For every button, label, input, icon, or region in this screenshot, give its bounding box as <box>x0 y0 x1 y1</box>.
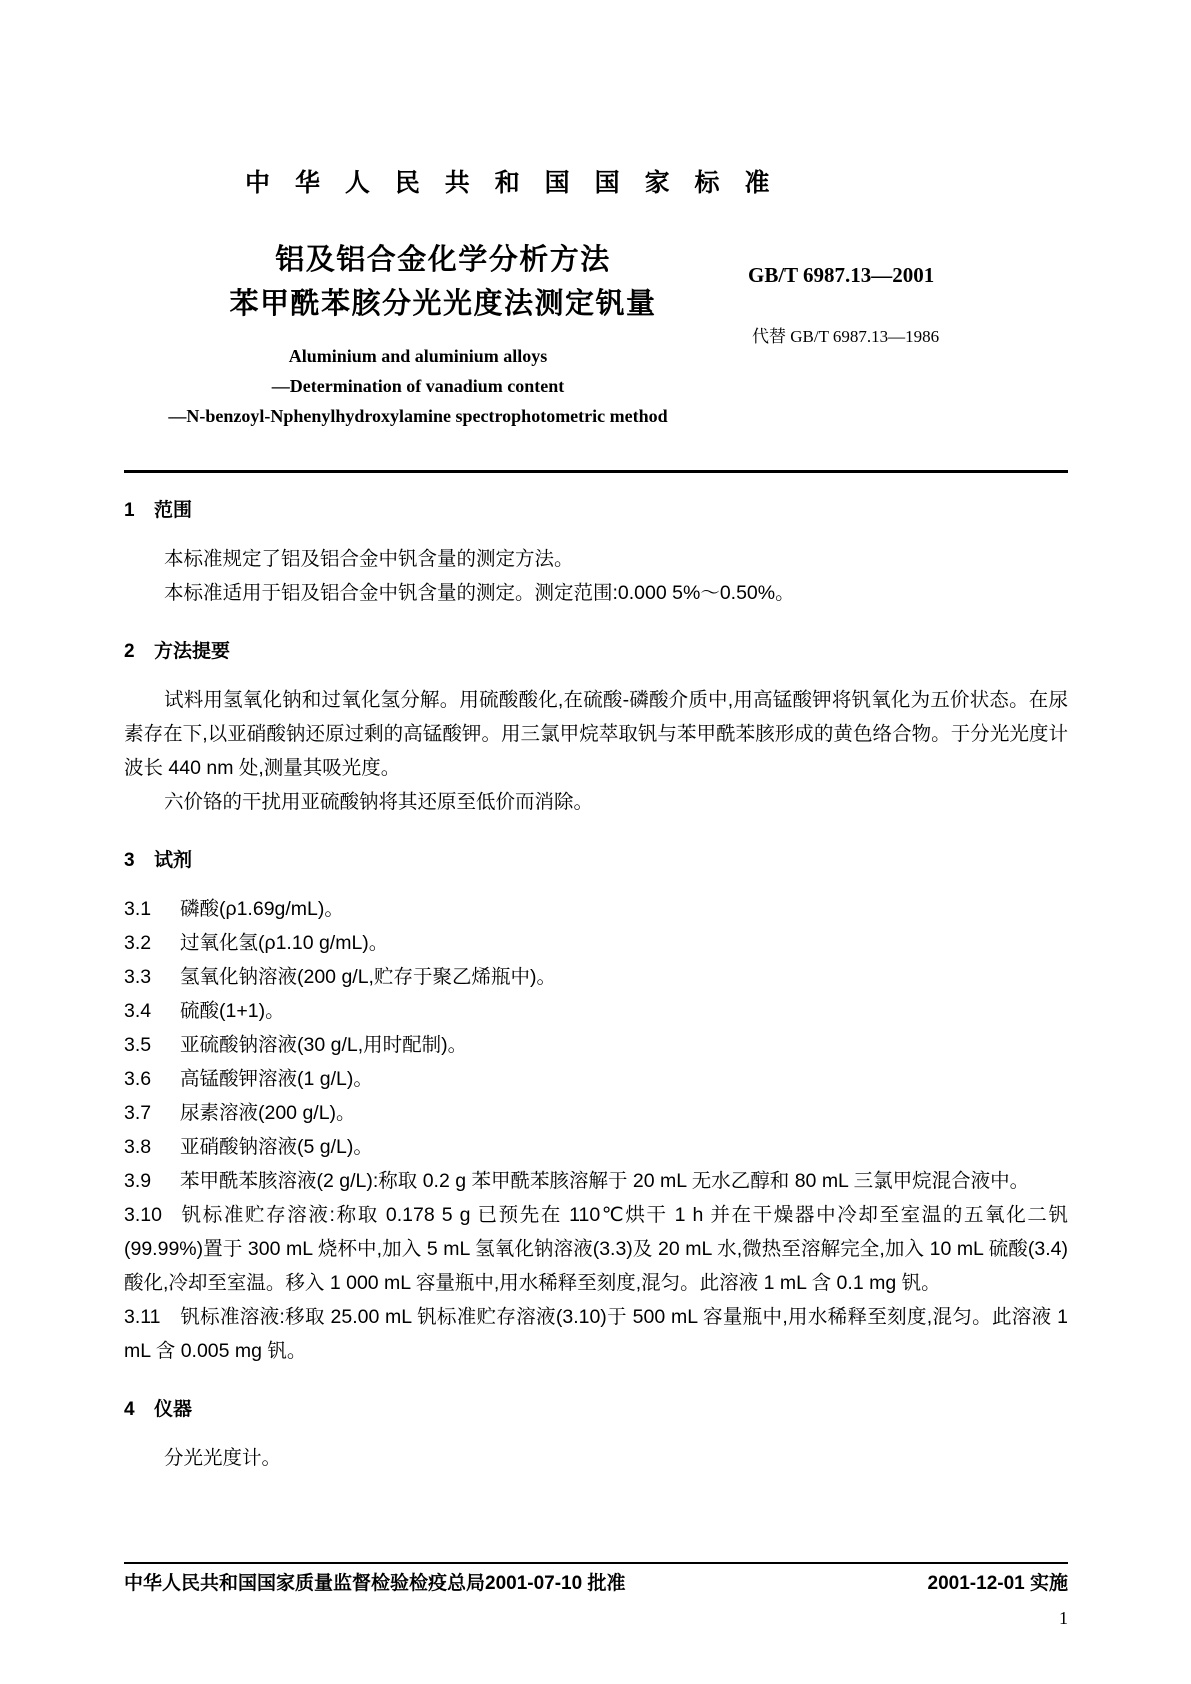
section-1-number: 1 <box>124 500 135 521</box>
reagent-item-number: 3.3 <box>124 966 152 988</box>
section-4-title: 仪器 <box>154 1399 193 1420</box>
section-4-paragraph-1: 分光光度计。 <box>164 1447 282 1469</box>
standard-code: GB/T 6987.13—2001 <box>748 263 935 287</box>
section-2-title: 方法提要 <box>154 641 231 662</box>
section-3-title: 试剂 <box>154 850 193 871</box>
reagent-item <box>124 994 1068 1028</box>
section-1-paragraph-2: 本标准适用于铝及铝合金中钒含量的测定。测定范围:0.000 5%～0.50%。 <box>164 582 795 604</box>
reagent-item-number: 3.1 <box>124 898 152 920</box>
reagent-item-number: 3.8 <box>124 1136 152 1158</box>
reagent-item-number: 3.9 <box>124 1170 152 1192</box>
header-divider-rule <box>124 470 1068 473</box>
english-title-block <box>118 341 718 431</box>
reagent-item-text: 过氧化氢(ρ1.10 g/mL)。 <box>180 932 389 954</box>
reagent-item-number: 3.10 <box>124 1204 162 1226</box>
reagent-item-text: 尿素溶液(200 g/L)。 <box>180 1102 356 1124</box>
reagent-item <box>124 1164 1068 1198</box>
section-4 <box>0 1394 1191 1475</box>
reagent-item-number: 3.4 <box>124 1000 152 1022</box>
reagent-item <box>124 1198 1068 1300</box>
reagent-item-number: 3.6 <box>124 1068 152 1090</box>
section-4-number: 4 <box>124 1399 135 1420</box>
section-2 <box>0 636 1191 819</box>
page-footer <box>124 1568 1068 1595</box>
reagent-item <box>124 892 1068 926</box>
reagent-item <box>124 1062 1068 1096</box>
reagent-item-number: 3.11 <box>124 1306 161 1328</box>
section-4-heading <box>124 1394 1068 1421</box>
reagent-item-number: 3.7 <box>124 1102 152 1124</box>
section-2-heading <box>124 636 1068 663</box>
page-number: 1 <box>1059 1608 1068 1628</box>
document-title-block <box>208 238 678 326</box>
standard-replaces-note: 代替 GB/T 6987.13—1986 <box>752 327 940 346</box>
reagent-item-text: 氢氧化钠溶液(200 g/L,贮存于聚乙烯瓶中)。 <box>180 966 556 988</box>
section-1 <box>0 495 1191 610</box>
reagent-item-text: 苯甲酰苯胲溶液(2 g/L):称取 0.2 g 苯甲酰苯胲溶解于 20 mL 无水乙醇和 80 mL 三氯甲烷混合液中。 <box>180 1170 1030 1192</box>
footer-approval-text: 中华人民共和国国家质量监督检验检疫总局2001-07-10 批准 <box>124 1573 626 1594</box>
section-2-paragraph-1: 试料用氢氧化钠和过氧化氢分解。用硫酸酸化,在硫酸-磷酸介质中,用高锰酸钾将钒氧化为五价状态。在尿素存在下,以亚硝酸钠还原过剩的高锰酸钾。用三氯甲烷萃取钒与苯甲酰苯胲形成的黄色络合物。于分光光度计波长 440 nm 处,测量其吸光度。 <box>124 689 1068 779</box>
page-title-line-2: 苯甲酰苯胲分光光度法测定钒量 <box>229 288 657 320</box>
section-1-heading <box>124 495 1068 522</box>
reagent-item <box>124 1028 1068 1062</box>
reagent-item-number: 3.2 <box>124 932 152 954</box>
reagent-item-text: 钒标准贮存溶液:称取 0.178 5 g 已预先在 110℃烘干 1 h 并在干燥器中冷却至室温的五氧化二钒(99.99%)置于 300 mL 烧杯中,加入 5 mL 氢氧化钠溶液(3.3)及 20 mL 水,微热至溶解完全,加入 10 mL 硫酸(3.4)酸化,冷却至室温。移入 1 000 mL 容量瓶中,用水稀释至刻度,混匀。此溶液 1 mL 含 0.1 mg 钒。 <box>124 1204 1068 1294</box>
section-3-number: 3 <box>124 850 135 871</box>
document-body <box>0 495 1191 1475</box>
section-3-heading <box>124 845 1068 872</box>
section-3 <box>0 845 1191 1368</box>
section-2-paragraph-2: 六价铬的干扰用亚硫酸钠将其还原至低价而消除。 <box>164 791 594 813</box>
page-title-line-1: 铝及铝合金化学分析方法 <box>275 244 611 276</box>
reagent-item <box>124 1096 1068 1130</box>
reagent-item-text: 亚硫酸钠溶液(30 g/L,用时配制)。 <box>180 1034 468 1056</box>
section-1-paragraph-1: 本标准规定了铝及铝合金中钒含量的测定方法。 <box>164 548 574 570</box>
english-title-line-2: —Determination of vanadium content <box>271 376 565 396</box>
reagent-item-number: 3.5 <box>124 1034 152 1056</box>
reagent-list <box>124 892 1068 1368</box>
reagent-item-text: 硫酸(1+1)。 <box>180 1000 285 1022</box>
reagent-item-text: 钒标准溶液:移取 25.00 mL 钒标准贮存溶液(3.10)于 500 mL 容量瓶中,用水稀释至刻度,混匀。此溶液 1 mL 含 0.005 mg 钒。 <box>124 1306 1068 1362</box>
section-1-title: 范围 <box>154 500 193 521</box>
national-standard-banner: 中 华 人 民 共 和 国 国 家 标 准 <box>245 169 779 197</box>
footer-implementation-date: 2001-12-01 实施 <box>927 1573 1068 1594</box>
reagent-item <box>124 1300 1068 1368</box>
english-title-line-3: —N-benzoyl-Nphenylhydroxylamine spectrophotometric method <box>168 406 668 426</box>
reagent-item <box>124 1130 1068 1164</box>
reagent-item <box>124 926 1068 960</box>
reagent-item-text: 亚硝酸钠溶液(5 g/L)。 <box>180 1136 373 1158</box>
reagent-item <box>124 960 1068 994</box>
english-title-line-1: Aluminium and aluminium alloys <box>288 346 548 366</box>
reagent-item-text: 磷酸(ρ1.69g/mL)。 <box>180 898 344 920</box>
footer-divider-rule <box>124 1562 1068 1564</box>
section-2-number: 2 <box>124 641 135 662</box>
reagent-item-text: 高锰酸钾溶液(1 g/L)。 <box>180 1068 373 1090</box>
